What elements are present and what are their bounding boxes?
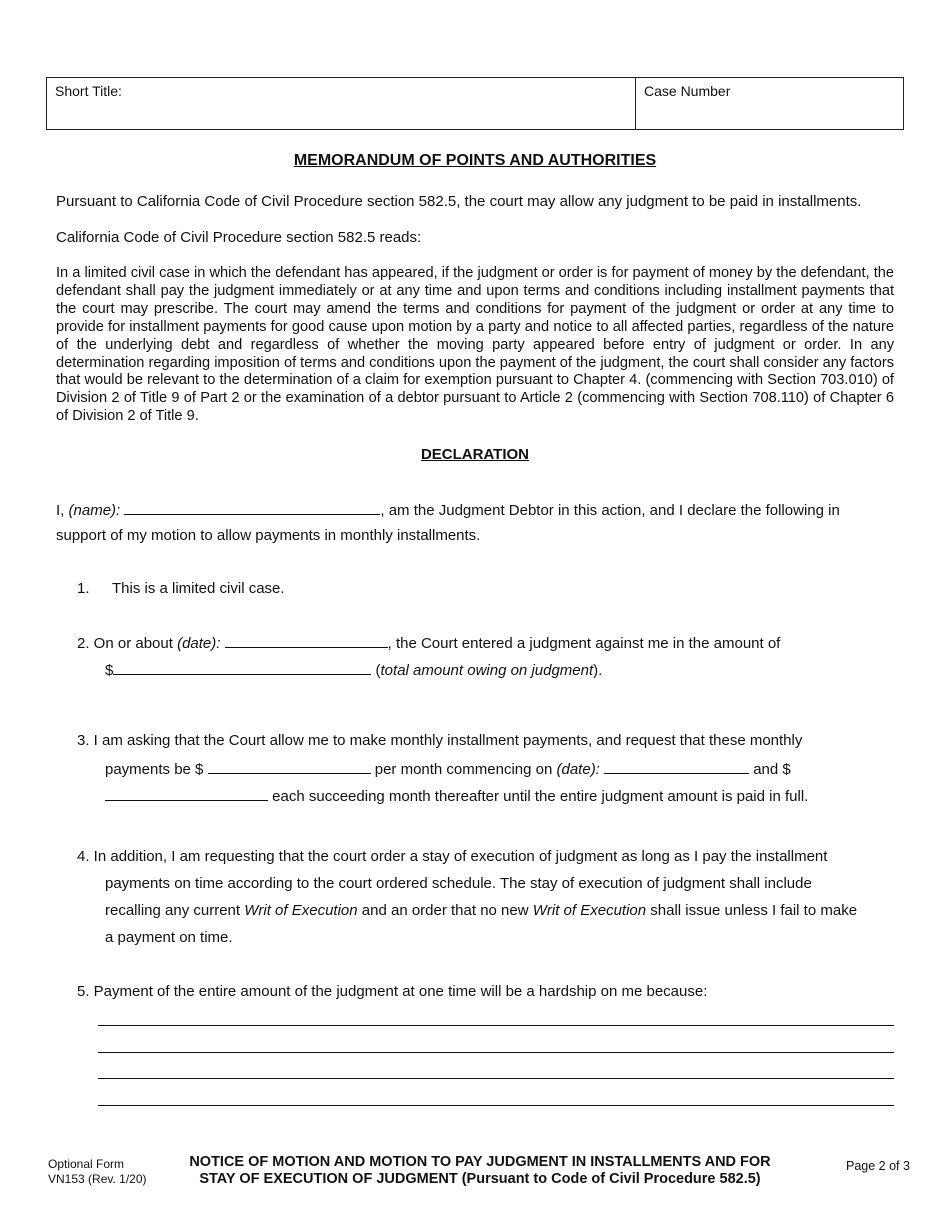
item-2-line-1: 2. On or about (date): , the Court entered a judgment against me in the amount of [77,635,781,652]
writ-label: Writ of Execution [244,902,358,919]
caption-box [46,77,904,130]
footer-title: NOTICE OF MOTION AND MOTION TO PAY JUDGMENT IN INSTALLMENTS AND FOR STAY OF EXECUTION OF JUDGMENT (Pursuant to Code of Civil Procedure 582.5) [189,1154,771,1187]
declaration-intro-line-2: support of my motion to allow payments in monthly installments. [56,527,481,544]
item-1-number: 1. [77,580,90,597]
form-revision: VN153 (Rev. 1/20) [48,1172,147,1186]
statute-text: In a limited civil case in which the defendant has appeared, if the judgment or order is for payment of money by the defendant, the defendant shall pay the judgment immediately or at any time and upon terms and conditions including installment payments that the court may prescribe. The court may amend the terms and conditions for payment of the judgment or order at any time to provide for installment payments for good cause upon motion by a party and notice to all affected parties, regardless of the nature of the underlying debt and regardless of whether the moving party appeared before entry of judgment or order. In any determination regarding imposition of terms and conditions upon the payment of the judgment, the court shall consider any factors that would be relevant to the determination of a claim for exemption pursuant to Chapter 4. (commencing with Section 703.010) of Division 2 of Title 9 of Part 2 or the examination of a debtor pursuant to Article 2 (commencing with Section 708.110) of Chapter 6 of Division 2 of Title 9. [56,265,894,425]
date-label: (date): [177,635,221,652]
commencing-date-label: (date): [556,761,600,778]
hardship-line-1[interactable] [98,1025,894,1026]
item-4-line-3: recalling any current Writ of Execution and an order that no new Writ of Execution shall issue unless I fail to make [105,902,858,919]
item-4-line-4: a payment on time. [105,929,233,946]
hardship-line-4[interactable] [98,1105,894,1106]
memorandum-para-2: California Code of Civil Procedure section 582.5 reads: [56,229,422,246]
memorandum-heading: MEMORANDUM OF POINTS AND AUTHORITIES [293,152,657,169]
total-amount-label: total amount owing on judgment [380,662,594,679]
case-number-field[interactable] [636,78,903,129]
declaration-intro: I, (name): , am the Judgment Debtor in this action, and I declare the following in [56,502,840,519]
item-2-line-2: $ (total amount owing on judgment). [105,662,603,679]
name-blank[interactable] [124,500,380,515]
hardship-line-3[interactable] [98,1078,894,1079]
judgment-amount-blank[interactable] [113,660,371,675]
writ-label-2: Writ of Execution [532,902,647,919]
item-3-line-2: payments be $ per month commencing on (date): and $ [105,761,791,778]
form-id [48,1157,147,1187]
succeeding-payment-blank[interactable] [105,786,268,801]
monthly-payment-blank[interactable] [208,759,371,774]
declaration-heading: DECLARATION [420,446,530,463]
item-3-line-3: each succeeding month thereafter until the entire judgment amount is paid in full. [105,786,808,805]
item-3-line-1: 3. I am asking that the Court allow me to make monthly installment payments, and request that these monthly [77,732,803,749]
judgment-date-blank[interactable] [225,633,388,648]
form-optional-label: Optional Form [48,1157,125,1171]
item-5-text: 5. Payment of the entire amount of the judgment at one time will be a hardship on me because: [77,983,708,1000]
memorandum-para-1: Pursuant to California Code of Civil Procedure section 582.5, the court may allow any judgment to be paid in installments. [56,193,862,210]
short-title-label: Short Title: [55,83,122,99]
commencing-date-blank[interactable] [604,759,749,774]
hardship-line-2[interactable] [98,1052,894,1053]
item-4-line-2: payments on time according to the court ordered schedule. The stay of execution of judgment shall include [105,875,812,892]
short-title-field[interactable] [47,78,636,129]
page-number: Page 2 of 3 [846,1159,910,1173]
name-label: (name): [68,502,121,519]
case-number-label: Case Number [644,83,731,99]
item-1-text: This is a limited civil case. [112,580,285,597]
item-4-line-1: 4. In addition, I am requesting that the court order a stay of execution of judgment as long as I pay the installment [77,848,828,865]
